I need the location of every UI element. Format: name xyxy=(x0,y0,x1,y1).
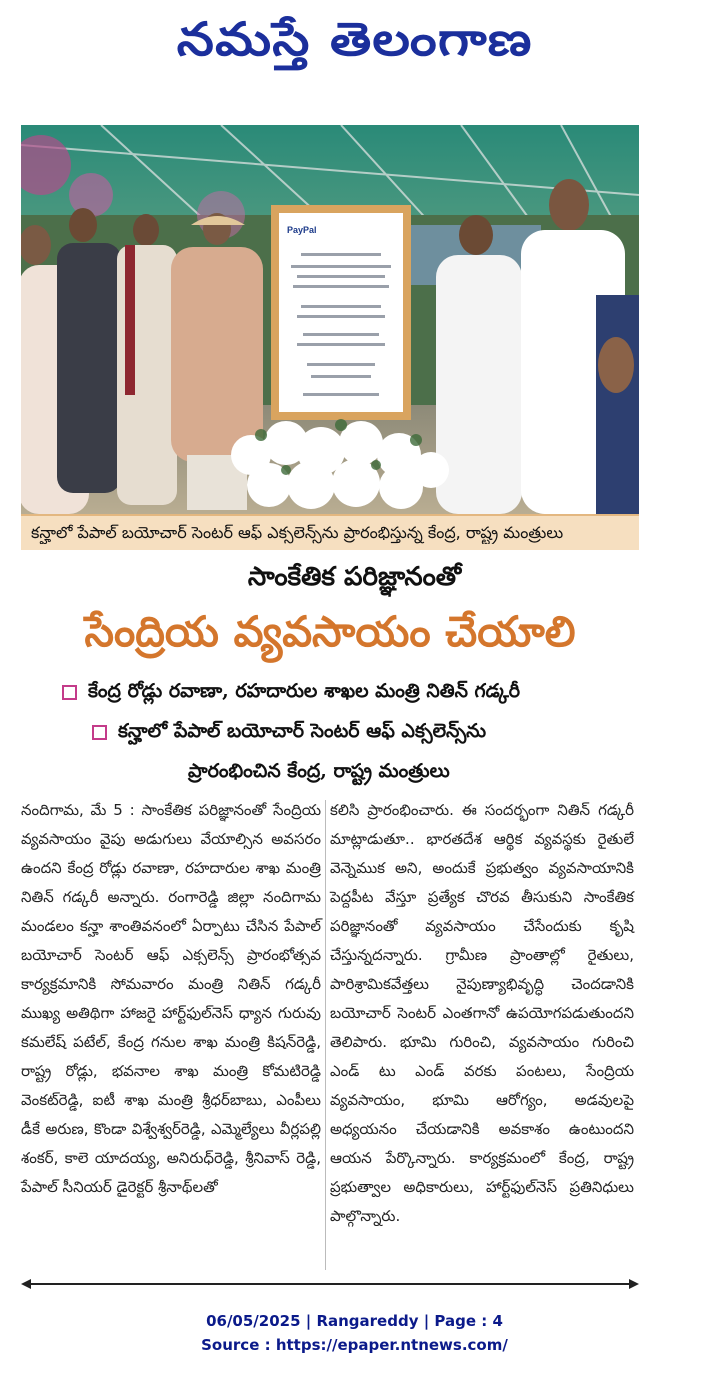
bullet-item-2 xyxy=(0,716,709,746)
bullet-text-1: కేంద్ర రోడ్లు రవాణా, రహదారుల శాఖల మంత్రి నితిన్ గడ్కరీ xyxy=(88,680,521,702)
column-divider xyxy=(325,800,326,1270)
bullet-text-3: ప్రారంభించిన కేంద్ర, రాష్ట్ర మంత్రులు xyxy=(188,760,450,782)
kicker: సాంకేతిక పరిజ్ఞానంతో xyxy=(247,562,462,592)
double-arrow-rule-icon xyxy=(21,1278,639,1290)
news-photo-illustration xyxy=(21,125,639,514)
checkbox-bullet-icon xyxy=(92,725,107,740)
bullet-item-1 xyxy=(0,676,709,706)
masthead xyxy=(0,6,709,76)
plaque-brand: PayPal xyxy=(287,225,317,235)
article-body-right: కలిసి ప్రారంభించారు. ఈ సందర్భంగా నితిన్ గడ్కరీ మాట్లాడుతూ.. భారతదేశ ఆర్థిక వ్యవస్థకు రైతులే వెన్నెముక అని, అందుకే ప్రభుత్వం వ్యవసాయానికి పెద్దపీట వేస్తూ ప్రత్యేక చొరవ తీసుకుని సాంకేతిక పరిజ్ఞానంతో వ్యవసాయం చేసేందుకు కృషి చేస్తున్నదన్నారు. గ్రామీణ ప్రాంతాల్లో రైతులు, పారిశ్రామికవేత్తలు నైపుణ్యాభివృద్ధి చెందడానికి బయోచార్ సెంటర్ ఎంతగానో ఉపయోగపడుతుందని తెలిపారు. భూమి గురించి, వ్యవసాయం గురించి ఎండ్ టు ఎండ్ వరకు పంటలు, సేంద్రియ వ్యవసాయం, భూమి ఆరోగ్యం, అడవులపై అధ్యయనం చేయడానికి అవకాశం ఉంటుందని ఆయన పేర్కొన్నారు. కార్యక్రమంలో కేంద్ర, రాష్ట్ర ప్రభుత్వాల అధికారులు, హార్ట్‌ఫుల్‌నెస్ ప్రతినిధులు పాల్గొన్నారు. xyxy=(330,801,634,1225)
masthead-title: నమస్తే తెలంగాణ xyxy=(176,12,533,66)
footer-source: Source : https://epaper.ntnews.com/ xyxy=(201,1336,508,1354)
headline: సేంద్రియ వ్యవసాయం చేయాలి xyxy=(84,607,576,656)
photo-caption xyxy=(21,514,639,550)
checkbox-bullet-icon xyxy=(62,685,77,700)
news-photo xyxy=(21,125,639,514)
article-body-left: నందిగామ, మే 5 : సాంకేతిక పరిజ్ఞానంతో సేంద్రియ వ్యవసాయం వైపు అడుగులు వేయాల్సిన అవసరం ఉందని కేంద్ర రోడ్లు రవాణా, రహదారుల శాఖ మంత్రి నితిన్ గడ్కరీ అన్నారు. రంగారెడ్డి జిల్లా నందిగామ మండలం కన్హా శాంతివనంలో ఏర్పాటు చేసిన పేపాల్ బయోచార్ సెంటర్ ఆఫ్ ఎక్సలెన్స్ ప్రారంభోత్సవ కార్యక్రమానికి సోమవారం మంత్రి నితిన్ గడ్కరీ ముఖ్య అతిథిగా హాజరై హార్ట్‌ఫుల్‌నెస్ ధ్యాన గురువు కమలేష్ పటేల్, కేంద్ర గనుల శాఖ మంత్రి కిషన్‌రెడ్డి, రాష్ట్ర రోడ్లు, భవనాల శాఖ మంత్రి కోమటిరెడ్డి వెంకట్‌రెడ్డి, ఐటీ శాఖ మంత్రి శ్రీధర్‌బాబు, ఎంపీలు డీకే అరుణ, కొండా విశ్వేశ్వర్‌రెడ్డి, ఎమ్మెల్యేలు వీర్లపల్లి శంకర్, కాలె యాదయ్య, అనిరుధ్‌రెడ్డి, శ్రీనివాస్ రెడ్డి, పేపాల్ సీనియర్ డైరెక్టర్ శ్రీనాథ్‌లతో xyxy=(21,801,321,1196)
bullet-text-2: కన్హాలో పేపాల్ బయోచార్ సెంటర్ ఆఫ్ ఎక్సలెన్స్‌ను xyxy=(118,720,487,742)
photo-caption-text: కన్హాలో పేపాల్ బయోచార్ సెంటర్ ఆఫ్ ఎక్సలెన్స్‌ను ప్రారంభిస్తున్న కేంద్ర, రాష్ట్ర మంత్రులు xyxy=(31,523,564,542)
footer-date-edition: 06/05/2025 | Rangareddy | Page : 4 xyxy=(206,1312,503,1330)
bullet-item-3 xyxy=(0,756,709,786)
